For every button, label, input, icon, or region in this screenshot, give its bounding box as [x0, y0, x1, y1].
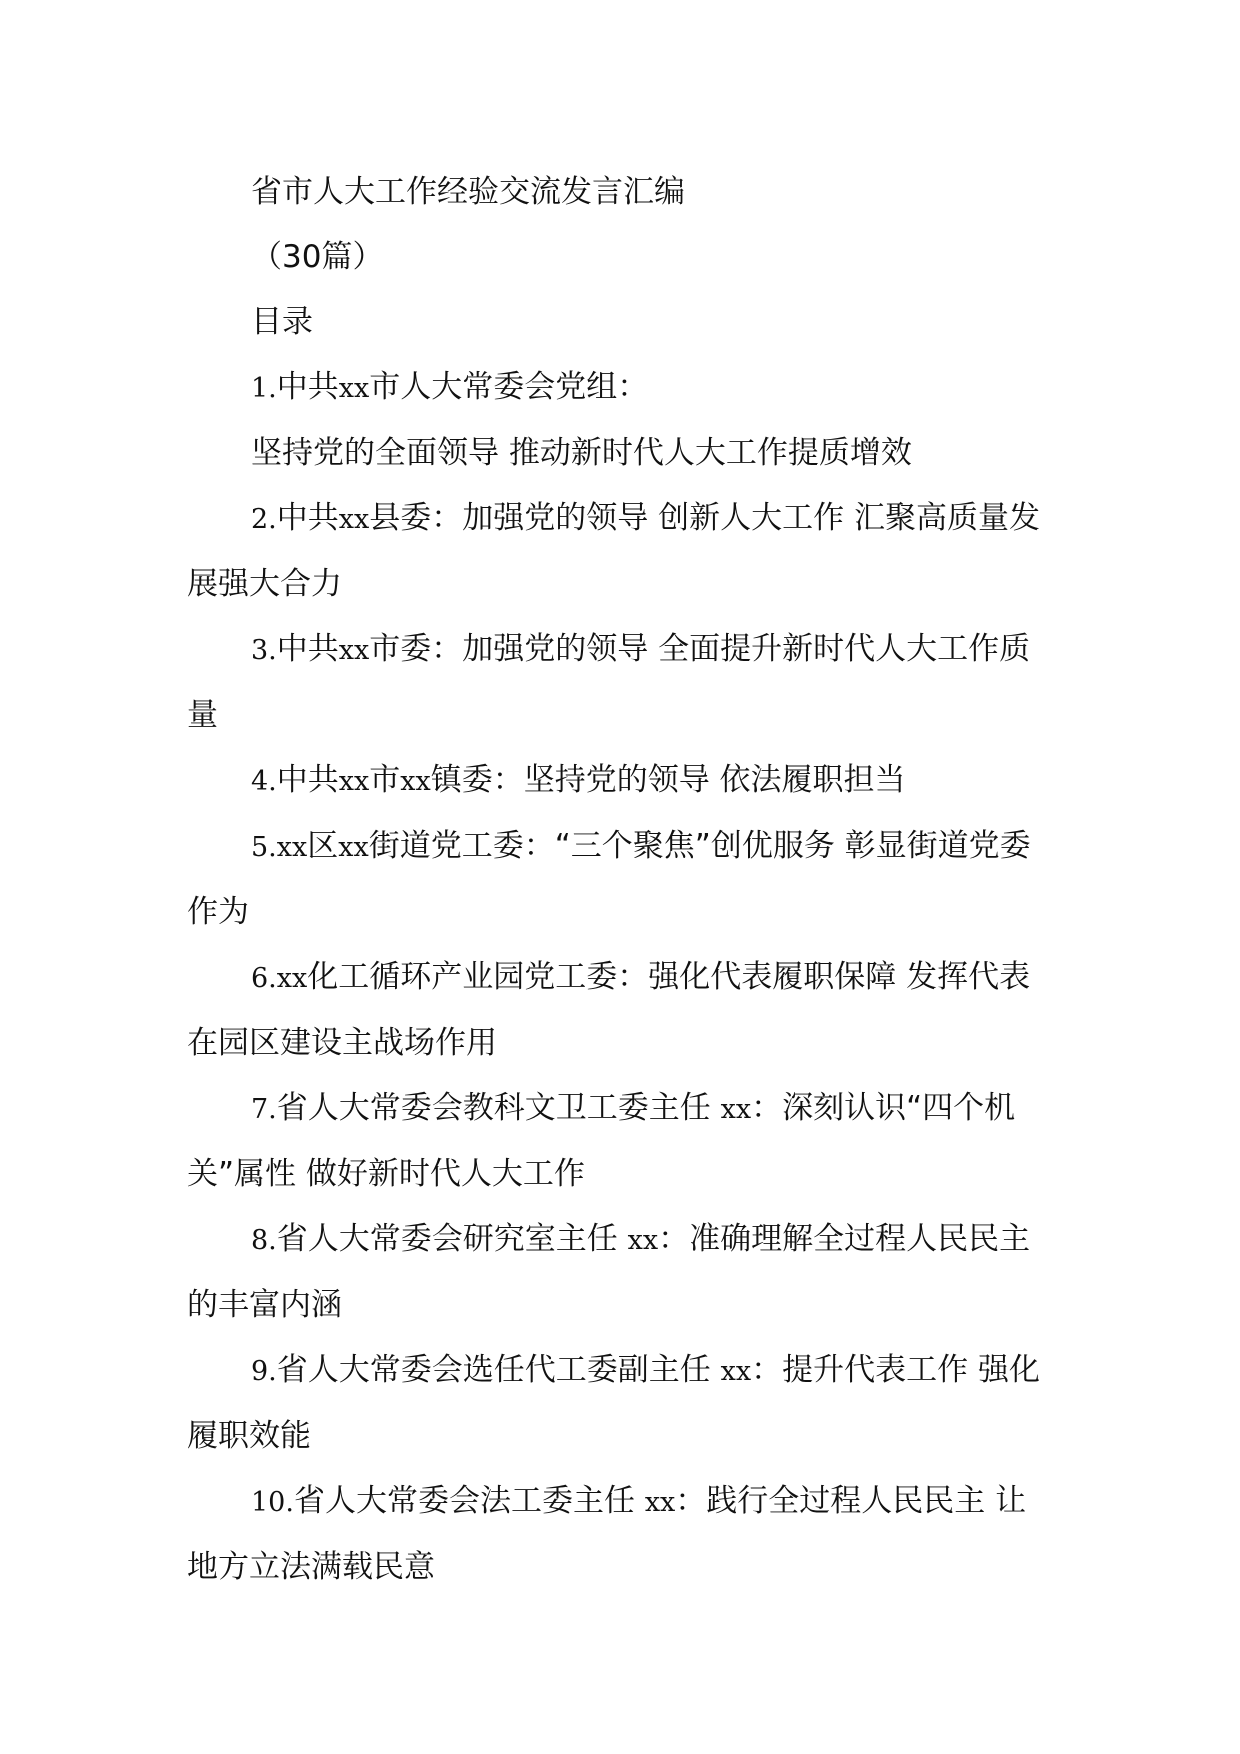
toc-entry-text: 市委：加强党的领导 全面提升新时代人大工作质量	[187, 631, 1031, 733]
toc-entry-placeholder: xx	[276, 963, 308, 994]
toc-entry	[187, 748, 1057, 814]
toc-entry-text: 省人大常委会选任代工委副主任	[276, 1352, 721, 1388]
toc-entry-text: ：深刻认识“四个机关”属性 做好新时代人大工作	[187, 1090, 1016, 1192]
toc-entry-number: 9.	[251, 1356, 277, 1387]
toc-entry	[187, 486, 1057, 617]
toc-entry	[187, 1076, 1057, 1207]
toc-entry	[187, 355, 1057, 421]
toc-entry-text: 省人大常委会法工委主任	[293, 1483, 645, 1519]
toc-entry	[187, 945, 1057, 1076]
toc-entry-placeholder: xx	[720, 1094, 752, 1125]
toc-entry-placeholder: xx	[338, 635, 370, 666]
toc-entry-number: 4.	[251, 766, 277, 797]
toc-entry-placeholder: xx	[338, 373, 370, 404]
toc-entry-text: 省人大常委会研究室主任	[276, 1221, 628, 1257]
toc-entry-text: ：提升代表工作 强化履职效能	[187, 1352, 1040, 1454]
toc-entry-subtitle: 坚持党的全面领导 推动新时代人大工作提质增效	[251, 435, 912, 471]
toc-entry-text: 中共	[276, 631, 339, 667]
toc-entry-number: 7.	[251, 1094, 277, 1125]
toc-entry-placeholder: xx	[720, 1356, 752, 1387]
toc-entry-placeholder: xx	[338, 832, 369, 863]
toc-entry-number: 2.	[251, 504, 277, 535]
document-title: 省市人大工作经验交流发言汇编	[251, 174, 685, 210]
toc-entry-placeholder: xx	[338, 766, 370, 797]
toc-entry	[187, 1469, 1057, 1600]
toc-entry-text: 中共	[276, 369, 339, 405]
toc-entry-number: 3.	[251, 635, 277, 666]
toc-entry-text: 中共	[276, 500, 339, 536]
toc-entry	[187, 1207, 1057, 1338]
toc-entry-text: 县委：加强党的领导 创新人大工作 汇聚高质量发展强大合力	[187, 500, 1040, 602]
document-body	[187, 160, 1057, 1600]
toc-entry-text: 街道党工委：“三个聚焦”创优服务 彰显街道党委作为	[187, 828, 1031, 930]
toc-entry-number: 1.	[251, 373, 277, 404]
toc-entry-number: 5.	[251, 832, 277, 863]
toc-entry	[187, 1338, 1057, 1469]
toc-entry-text: 市人大常委会党组：	[369, 369, 649, 405]
toc-entry-text: ：践行全过程人民民主 让地方立法满载民意	[187, 1483, 1027, 1585]
toc-entry-text: 省人大常委会教科文卫工委主任	[276, 1090, 721, 1126]
toc-entry-text: ：准确理解全过程人民民主的丰富内涵	[187, 1221, 1031, 1323]
toc-entry-placeholder: xx	[644, 1487, 676, 1518]
article-count-note: （30篇）	[251, 239, 384, 275]
toc-entry-placeholder: xx	[276, 832, 308, 863]
toc-entry-number: 8.	[251, 1225, 277, 1256]
toc-entry-number: 6.	[251, 963, 277, 994]
toc-entry-placeholder: xx	[338, 504, 370, 535]
toc-heading: 目录	[251, 304, 313, 340]
toc-entry-placeholder: xx	[627, 1225, 659, 1256]
toc-entry-text: 市	[369, 762, 401, 798]
toc-entry-text: 镇委：坚持党的领导 依法履职担当	[430, 762, 906, 798]
toc-entry	[187, 617, 1057, 748]
toc-entry-text: 中共	[276, 762, 339, 798]
toc-entry-text: 区	[307, 828, 339, 864]
toc-entry	[187, 814, 1057, 945]
toc-entry-number: 10.	[251, 1487, 294, 1518]
toc-entry-text: 化工循环产业园党工委：强化代表履职保障 发挥代表在园区建设主战场作用	[187, 959, 1031, 1061]
toc-entry-placeholder: xx	[400, 766, 431, 797]
